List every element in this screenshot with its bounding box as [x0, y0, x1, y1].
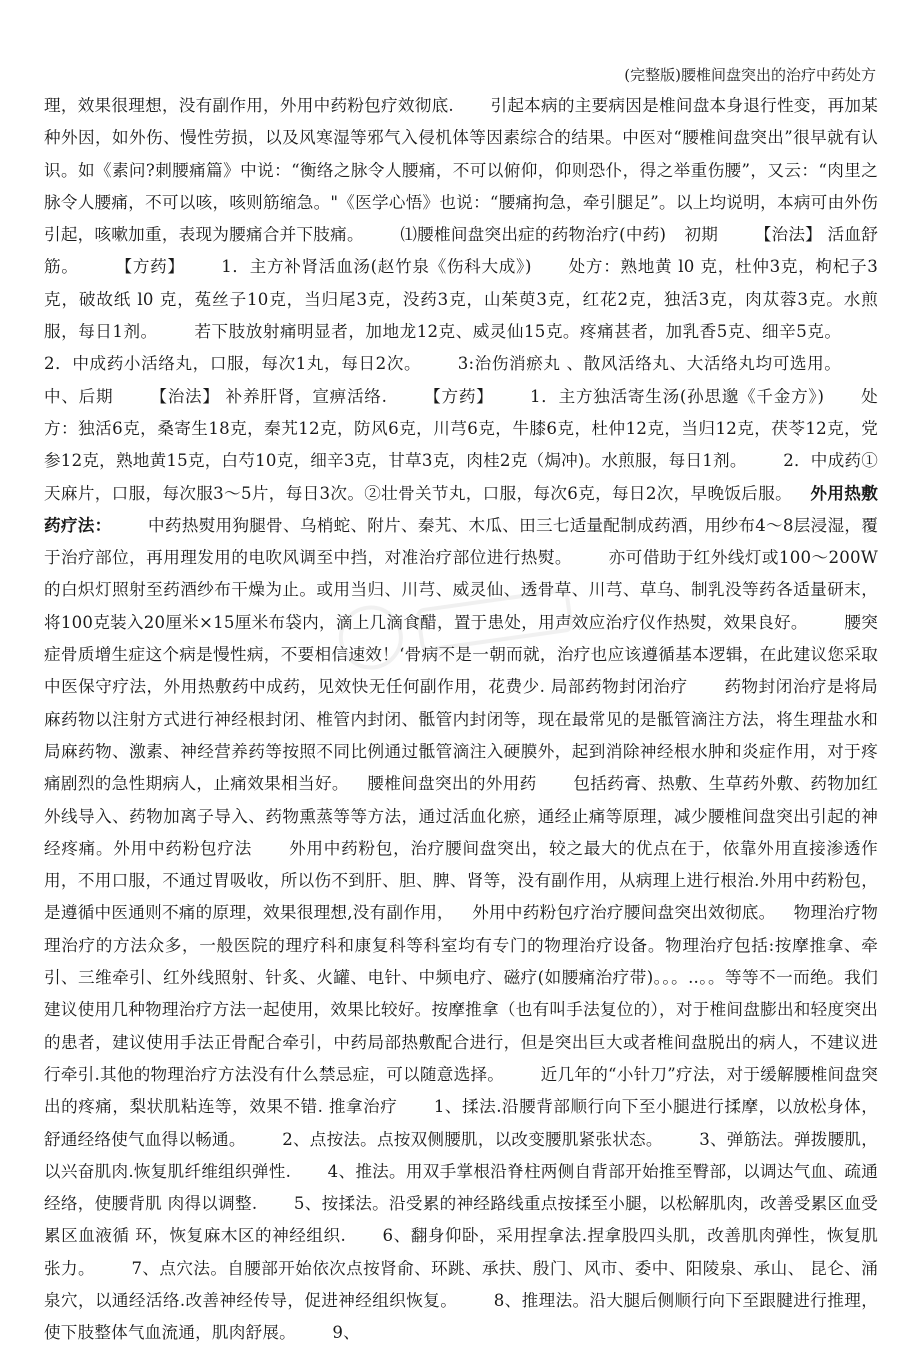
text-segment: 2．中成药小活络丸，口服，每次1丸，每日2次。	[44, 354, 422, 374]
text-segment: 2．中成药①天麻片，口服，每次服3～5片，每日3次。②壮骨关节丸，口服，每次6克，每日2次，早晚饭后服。	[44, 451, 878, 503]
text-segment: 近几年的“小针刀”疗法，对于缓解腰椎间盘突出的疼痛，梨状肌粘连等，效果不错. 推拿治疗	[44, 1064, 878, 1117]
text-segment: 4、推法。用双手掌根沿脊柱两侧自背部开始推至臀部，以调达气血、疏通经络，使腰背肌 肉得以调整.	[44, 1161, 879, 1214]
text-segment: 1、揉法.沿腰背部顺行向下至小腿进行揉摩，以放松身体，舒通经络使气血得以畅通。	[44, 1097, 878, 1149]
text-segment: 亦可借助于红外线灯或100～200W 的白炽灯照射至药酒纱布干燥为止。或用当归、川芎、威灵仙、透骨草、川芎、草乌、制乳没等药各适量研末，将100克装入20厘米×15厘米布袋内，滴上几滴食醋，置于患处，用声效应治疗仪作热熨，效果良好。	[44, 548, 879, 632]
body-text	[44, 90, 878, 1350]
text-segment: 【治法】 补养肝肾，宣痹活络.	[149, 386, 388, 406]
text-segment: 中药热熨用狗腿骨、乌梢蛇、附片、秦艽、木瓜、田三七适量配制成药酒，用纱布4～8层浸湿，覆于治疗部位，再用理发用的电吹风调至中挡，对准治疗部位进行热熨。	[44, 515, 878, 568]
text-segment: 1．主方补肾活血汤(赵竹泉《伤科大成》)	[221, 257, 532, 277]
text-segment: 包括药膏、热敷、生草药外敷、药物加红外线导入、药物加离子导入、药物熏蒸等等方法，通过活血化瘀，通经止痛等原理，减少腰椎间盘突出引起的神经疼痛。	[44, 774, 878, 858]
text-segment: 腰椎间盘突出的外用药	[367, 774, 537, 794]
text-segment: 初期	[684, 225, 719, 245]
text-segment: 外用中药粉包，治疗腰间盘突出，较之最大的优点在于，依靠外用直接渗透作用，不用口服，不通过胃吸收，所以伤不到肝、胆、脾、肾等，没有副作用，从病理上进行根治.外用中药粉包，是遵循中医通则不痛的原理，效果很理想,没有副作用，	[44, 838, 878, 923]
running-header: (完整版)腰椎间盘突出的治疗中药处方	[624, 66, 876, 84]
text-segment: 外用中药粉包疗法	[113, 838, 253, 858]
text-segment: 物理治疗物理治疗的方法众多，一般医院的理疗科和康复科等科室均有专门的物理治疗设备。物理治疗包括:按摩推拿、牵引、三维牵引、红外线照射、针炙、火罐、电针、中频电疗、磁疗(如腰痛治疗带)。。。..。。等等不一而绝。我们建议使用几种物理治疗方法一起使用，效果比较好。按摩推拿（也有叫手法复位的），对于椎间盘膨出和轻度突出的患者，建议使用手法正骨配合牵引，中药局部热敷配合进行，但是突出巨大或者椎间盘脱出的病人，不建议进行牵引.其他的物理治疗方法没有什么禁忌症，可以随意选择。	[44, 903, 878, 1084]
text-segment: 引起本病的主要病因是椎间盘本身退行性变，再加某种外因，如外伤、慢性劳损，以及风寒湿等邪气入侵机体等因素综合的结果。中医对“腰椎间盘突出”很早就有认识。如《素问?刺腰痛篇》中说：“衡络之脉令人腰痛，不可以俯仰，仰则恐仆，得之举重伤腰”，又云：“肉里之脉令人腰痛，不可以咳，咳则筋缩急。"《医学心悟》也说：“腰痛拘急，牵引腿足”。以上均说明，本病可由外伤引起，咳嗽加重，表现为腰痛合并下肢痛。	[44, 96, 878, 245]
text-segment: 处方：熟地黄 l0 克，杜仲3克，枸杞子3克，破故纸 l0 克，菟丝子10克，当归尾3克，没药3克，山茱萸3克，红花2克，独活3克，肉苁蓉3克。水煎服，每日1剂。	[44, 257, 878, 342]
section-heading: ⑴腰椎间盘突出症的药物治疗(中药)	[400, 225, 667, 245]
text-segment: 若下肢放射痛明显者，加地龙12克、威灵仙15克。疼痛甚者，加乳香5克、细辛5克。	[194, 322, 842, 342]
text-segment: 理，效果很理想，没有副作用，外用中药粉包疗效彻底.	[44, 96, 454, 115]
text-segment: 【治法】 活血舒筋。	[44, 225, 878, 277]
text-segment: 2、点按法。点按双侧腰肌，以改变腰肌紧张状态。	[282, 1129, 663, 1149]
text-segment: 6、翻身仰卧，采用捏拿法.捏拿股四头肌，改善肌肉弹性，恢复肌张力。	[44, 1226, 878, 1278]
text-segment: 【方药】	[115, 257, 185, 277]
text-segment: 3、弹筋法。弹拨腰肌，以兴奋肌肉.恢复肌纤维组织弹性.	[44, 1129, 878, 1181]
section-heading-bold: 外用热敷药疗法：	[44, 483, 878, 535]
text-segment: 处方：独活6克，桑寄生18克，秦艽12克，防风6克，川芎6克，牛膝6克，杜仲12克，当归12克，茯苓12克，党参12克，熟地黄15克，白芍10克，细辛3克，甘草3克，肉桂2克（焗冲)。水煎服，每日1剂。	[44, 386, 878, 471]
text-segment: 5、按揉法。沿受累的神经路线重点按揉至小腿，以松解肌肉，改善受累区血受累区血液循 环，恢复麻木区的神经组织.	[44, 1194, 878, 1246]
text-segment: 药物封闭治疗是将局麻药物以注射方式进行神经根封闭、椎管内封闭、骶管内封闭等，现在最常见的是骶管滴注方法，将生理盐水和局麻药物、激素、神经营养药等按照不同比例通过骶管滴注入硬膜外，起到消除神经根水肿和炎症作用，对于疼痛剧烈的急性期病人，止痛效果相当好。	[44, 677, 878, 794]
text-segment: 8、推理法。沿大腿后侧顺行向下至跟腱进行推理，使下肢整体气血流通，肌肉舒展。	[44, 1290, 878, 1343]
text-segment: 1．主方独活寄生汤(孙思邈《千金方》)	[530, 386, 825, 406]
text-segment: 【方药】	[423, 386, 494, 406]
text-segment: 腰突症骨质增生症这个病是慢性病，不要相信速效！‘骨病不是一朝而就，治疗也应该遵循基本逻辑，在此建议您采取中医保守疗法，外用热敷药中成药，见效快无任何副作用，花费少. 局部药物封闭治疗	[44, 612, 879, 697]
text-segment: 3:治伤消瘀丸 、散风活络丸、大活络丸均可选用。	[457, 354, 842, 374]
text-segment: 中、后期	[44, 386, 114, 406]
text-segment: 外用中药粉包疗治疗腰间盘突出效彻底。	[472, 903, 776, 923]
text-segment: 7、点穴法。自腰部开始依次点按肾俞、环跳、承扶、殷门、风市、委中、阳陵泉、承山、 昆仑、涌泉穴，以通经活络.改善神经传导，促进神经组织恢复。	[44, 1258, 878, 1310]
text-segment: 9、	[332, 1323, 360, 1343]
